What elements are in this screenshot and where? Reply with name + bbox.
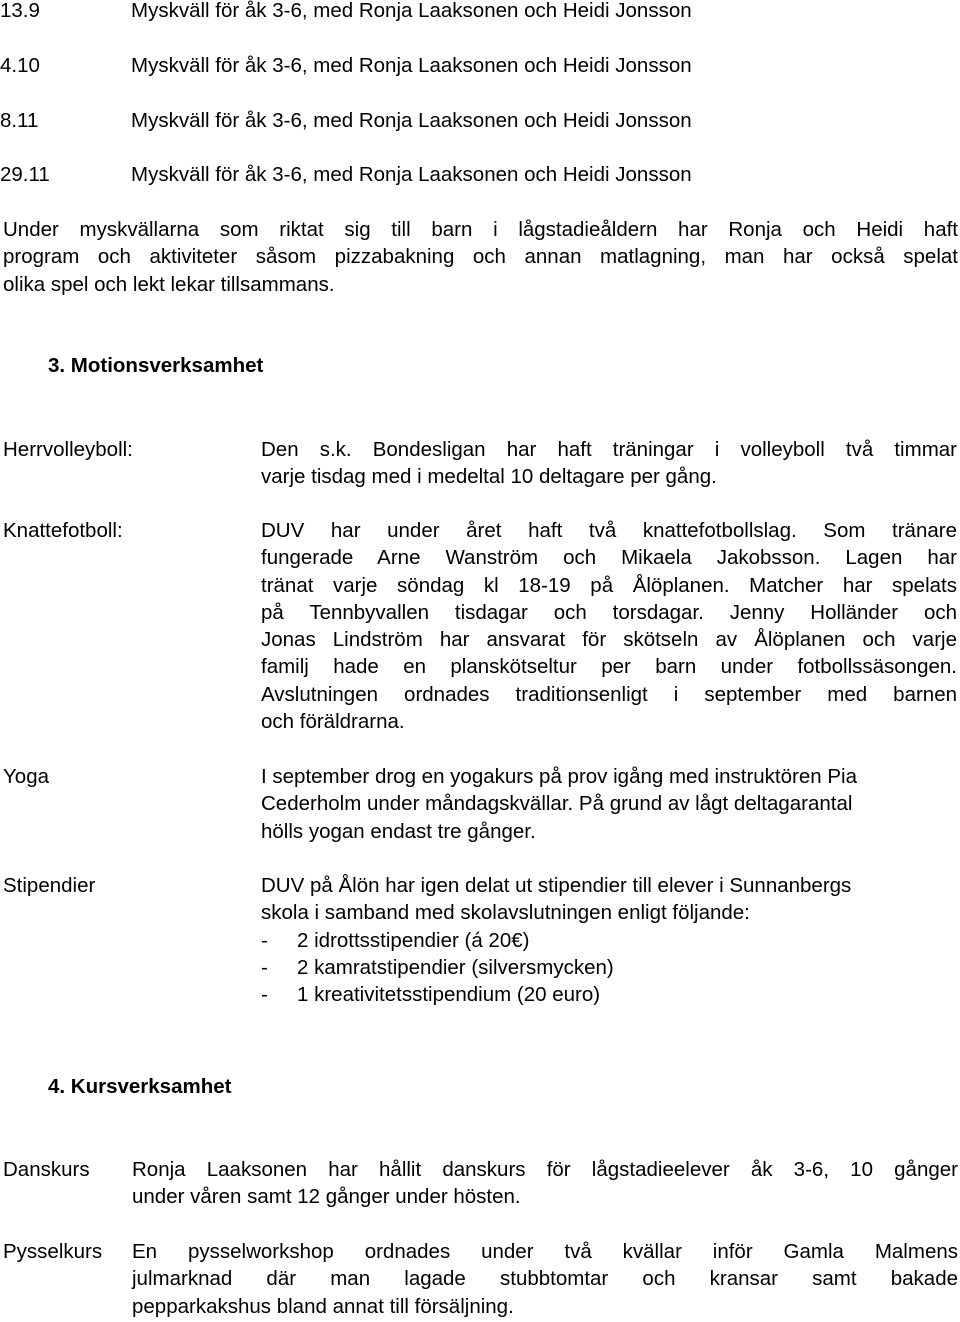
event-date: 8.11	[0, 109, 39, 132]
item-label: Stipendier	[3, 874, 96, 897]
event-row	[0, 0, 960, 25]
list-dash: -	[261, 928, 268, 952]
body-line: familj hade en planskötseltur per barn under fotbollssäsongen.	[261, 655, 957, 679]
event-text: Myskväll för åk 3-6, med Ronja Laaksonen och Heidi Jonsson	[131, 163, 692, 186]
item-label: Herrvolleyboll:	[3, 438, 133, 461]
paragraph-line: olika spel och lekt lekar tillsammans.	[3, 272, 335, 296]
event-date: 29.11	[0, 163, 50, 186]
item-label: Yoga	[3, 765, 49, 788]
event-row	[0, 52, 960, 80]
event-date: 13.9	[0, 0, 40, 22]
body-line: Jonas Lindström har ansvarat för skötseln av Ålöplanen och varje	[261, 628, 957, 652]
item-label: Pysselkurs	[3, 1240, 103, 1263]
event-text: Myskväll för åk 3-6, med Ronja Laaksonen och Heidi Jonsson	[131, 54, 692, 77]
body-line: pepparkakshus bland annat till försäljning.	[132, 1294, 514, 1318]
body-line: och föräldrarna.	[261, 710, 405, 734]
body-line: Cederholm under måndagskvällar. På grund av lågt deltagarantal	[261, 792, 853, 816]
event-text: Myskväll för åk 3-6, med Ronja Laaksonen och Heidi Jonsson	[131, 0, 692, 22]
body-line: fungerade Arne Wanström och Mikaela Jakobsson. Lagen har	[261, 546, 957, 570]
body-line: på Tennbyvallen tisdagar och torsdagar. Jenny Holländer och	[261, 600, 957, 624]
body-line: skola i samband med skolavslutningen enligt följande:	[261, 901, 750, 925]
section-heading: 4. Kursverksamhet	[48, 1075, 232, 1098]
item-body	[132, 1238, 958, 1320]
body-line: tränat varje söndag kl 18-19 på Ålöplanen. Matcher har spelats	[261, 573, 957, 597]
item-body	[261, 436, 957, 491]
item-body	[132, 1156, 958, 1211]
list-item	[261, 954, 957, 981]
body-line: Avslutningen ordnades traditionsenligt i september med barnen	[261, 682, 957, 706]
list-item-text: 2 idrottsstipendier (á 20€)	[297, 928, 530, 952]
body-line: varje tisdag med i medeltal 10 deltagare per gång.	[261, 465, 717, 489]
paragraph-line: Under myskvällarna som riktat sig till barn i lågstadieåldern har Ronja och Heidi haft	[3, 218, 958, 241]
body-line: hölls yogan endast tre gånger.	[261, 819, 536, 843]
body-line: Ronja Laaksonen har hållit danskurs för lågstadieelever åk 3-6, 10 gånger	[132, 1158, 958, 1181]
event-date: 4.10	[0, 54, 40, 77]
list-item-text: 2 kamratstipendier (silversmycken)	[297, 955, 614, 979]
event-row	[0, 107, 960, 135]
section-heading: 3. Motionsverksamhet	[48, 354, 264, 377]
body-line: under våren samt 12 gånger under hösten.	[132, 1185, 521, 1209]
event-row	[0, 161, 960, 189]
body-line: I september drog en yogakurs på prov igång med instruktören Pia	[261, 765, 857, 788]
list-dash: -	[261, 955, 268, 979]
event-text: Myskväll för åk 3-6, med Ronja Laaksonen och Heidi Jonsson	[131, 109, 692, 132]
intro-paragraph	[3, 216, 958, 298]
item-body	[261, 517, 957, 735]
body-line: julmarknad där man lagade stubbtomtar och kransar samt bakade	[132, 1267, 958, 1291]
list-item	[261, 927, 957, 954]
list-item-text: 1 kreativitetsstipendium (20 euro)	[297, 983, 601, 1007]
body-line: DUV på Ålön har igen delat ut stipendier till elever i Sunnanbergs	[261, 874, 852, 897]
item-body	[261, 763, 957, 845]
paragraph-line: program och aktiviteter såsom pizzabakning och annan matlagning, man har också spelat	[3, 245, 958, 269]
item-label: Knattefotboll:	[3, 519, 123, 542]
list-dash: -	[261, 983, 268, 1007]
body-line: DUV har under året haft två knattefotbollslag. Som tränare	[261, 519, 957, 542]
item-label: Danskurs	[3, 1158, 90, 1181]
body-line: En pysselworkshop ordnades under två kvällar inför Gamla Malmens	[132, 1240, 958, 1263]
body-line: Den s.k. Bondesligan har haft träningar i volleyboll två timmar	[261, 438, 957, 461]
item-body	[261, 872, 957, 1008]
list-item	[261, 981, 957, 1008]
